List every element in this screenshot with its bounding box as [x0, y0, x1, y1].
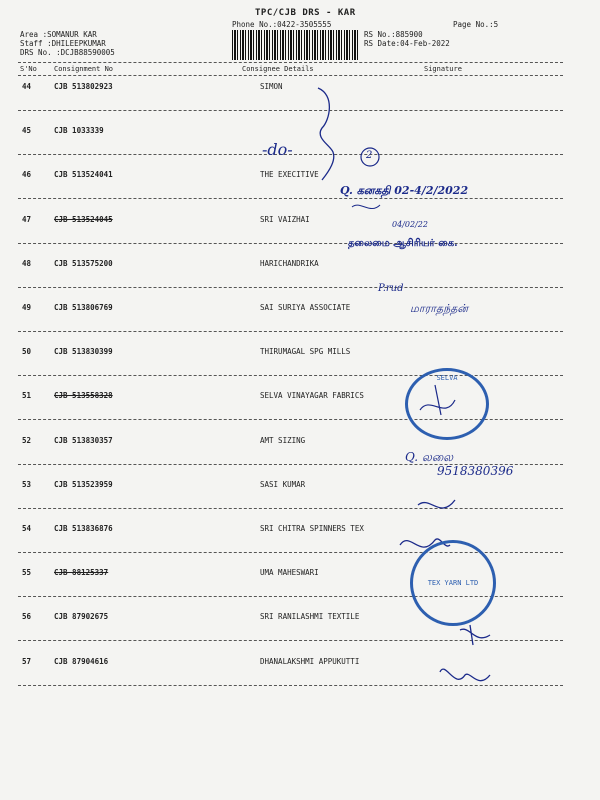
row-consignment-number: CJB 513830399 [54, 347, 113, 356]
row-consignee-name: SAI SURIYA ASSOCIATE [260, 303, 351, 312]
row-consignee-name: SRI CHITRA SPINNERS TEX [260, 524, 364, 533]
stamp-text: TEX YARN LTD [427, 579, 479, 587]
stamp-text: SELVA [436, 374, 458, 382]
signature-52: Q. லலை [405, 450, 454, 464]
signature-49: P.rud [378, 283, 404, 294]
row-serial-number: 53 [22, 480, 32, 489]
row-consignee-name: UMA MAHESWARI [260, 568, 319, 577]
row-consignment-number: CJB 88125337 [54, 568, 109, 577]
row-consignment-number: CJB 513806769 [54, 303, 113, 312]
row-serial-number: 56 [22, 612, 32, 621]
row-serial-number: 46 [22, 170, 32, 179]
rs-date: RS Date:04-Feb-2022 [364, 39, 450, 48]
row-consignee-name: DHANALAKSHMI APPUKUTTI [260, 657, 360, 666]
report-title: TPC/CJB DRS - KAR [255, 8, 356, 18]
row-consignment-number: CJB 87904616 [54, 657, 109, 666]
row-consignee-name: SRI RANILASHMI TEXTILE [260, 612, 360, 621]
row-consignee-name: SELVA VINAYAGAR FABRICS [260, 391, 364, 400]
row-serial-number: 52 [22, 436, 32, 445]
row-serial-number: 47 [22, 215, 32, 224]
row-serial-number: 49 [22, 303, 32, 312]
bracket-mark [318, 88, 334, 180]
area-label: Area :SOMANUR KAR [20, 30, 97, 39]
row-consignee-name: SIMON [260, 82, 283, 91]
signature-49-name: மாராதந்தன் [410, 302, 469, 315]
company-stamp [405, 368, 489, 440]
row-serial-number: 50 [22, 347, 32, 356]
signature-52-phone: 9518380396 [437, 464, 514, 478]
row-consignment-number: CJB 513558328 [54, 391, 113, 400]
row-consignment-number: CJB 513524045 [54, 215, 113, 224]
row-consignment-number: CJB 87902675 [54, 612, 109, 621]
row-consignment-number: CJB 513836876 [54, 524, 113, 533]
row-serial-number: 54 [22, 524, 32, 533]
circled-number: 2 [366, 150, 373, 161]
row-consignment-number: CJB 513830357 [54, 436, 113, 445]
phone-number: Phone No.:0422-3505555 [232, 20, 332, 29]
row-consignment-number: CJB 513523959 [54, 480, 113, 489]
row-serial-number: 57 [22, 657, 32, 666]
row-serial-number: 51 [22, 391, 32, 400]
signature-stroke [352, 205, 380, 209]
signature-stroke [440, 669, 490, 681]
row-serial-number: 44 [22, 82, 32, 91]
col-header-signature: Signature [424, 65, 462, 73]
row-consignee-name: THE EXECITIVE [260, 170, 319, 179]
row-consignment-number: CJB 513802923 [54, 82, 113, 91]
signature-stroke [460, 625, 490, 645]
drs-number: DRS No. :DCJB88590005 [20, 48, 115, 57]
ditto-mark: -do- [262, 140, 293, 159]
rs-number: RS No.:885900 [364, 30, 423, 39]
row-consignee-name: THIRUMAGAL SPG MILLS [260, 347, 351, 356]
staff-label: Staff :DHILEEPKUMAR [20, 39, 106, 48]
signature-47-stamp: தலைமை ஆசிரியர் கை. [348, 238, 458, 249]
col-header-consignee: Consignee Details [242, 65, 314, 73]
row-serial-number: 48 [22, 259, 32, 268]
company-stamp [410, 540, 496, 626]
col-header-sno: S'No [20, 65, 37, 73]
row-serial-number: 55 [22, 568, 32, 577]
row-consignment-number: CJB 1033339 [54, 126, 104, 135]
signature-47-date: 04/02/22 [392, 220, 428, 229]
row-consignment-number: CJB 513575200 [54, 259, 113, 268]
page-number: Page No.:5 [453, 20, 499, 29]
signature-46: Q. கனகதி 02-4/2/2022 [340, 184, 469, 197]
row-consignment-number: CJB 513524041 [54, 170, 113, 179]
signature-stroke [418, 500, 455, 508]
row-serial-number: 45 [22, 126, 32, 135]
row-consignee-name: AMT SIZING [260, 436, 306, 445]
row-consignee-name: SASI KUMAR [260, 480, 306, 489]
row-consignee-name: HARICHANDRIKA [260, 259, 319, 268]
row-consignee-name: SRI VAIZHAI [260, 215, 310, 224]
col-header-consignment: Consignment No [54, 65, 114, 73]
